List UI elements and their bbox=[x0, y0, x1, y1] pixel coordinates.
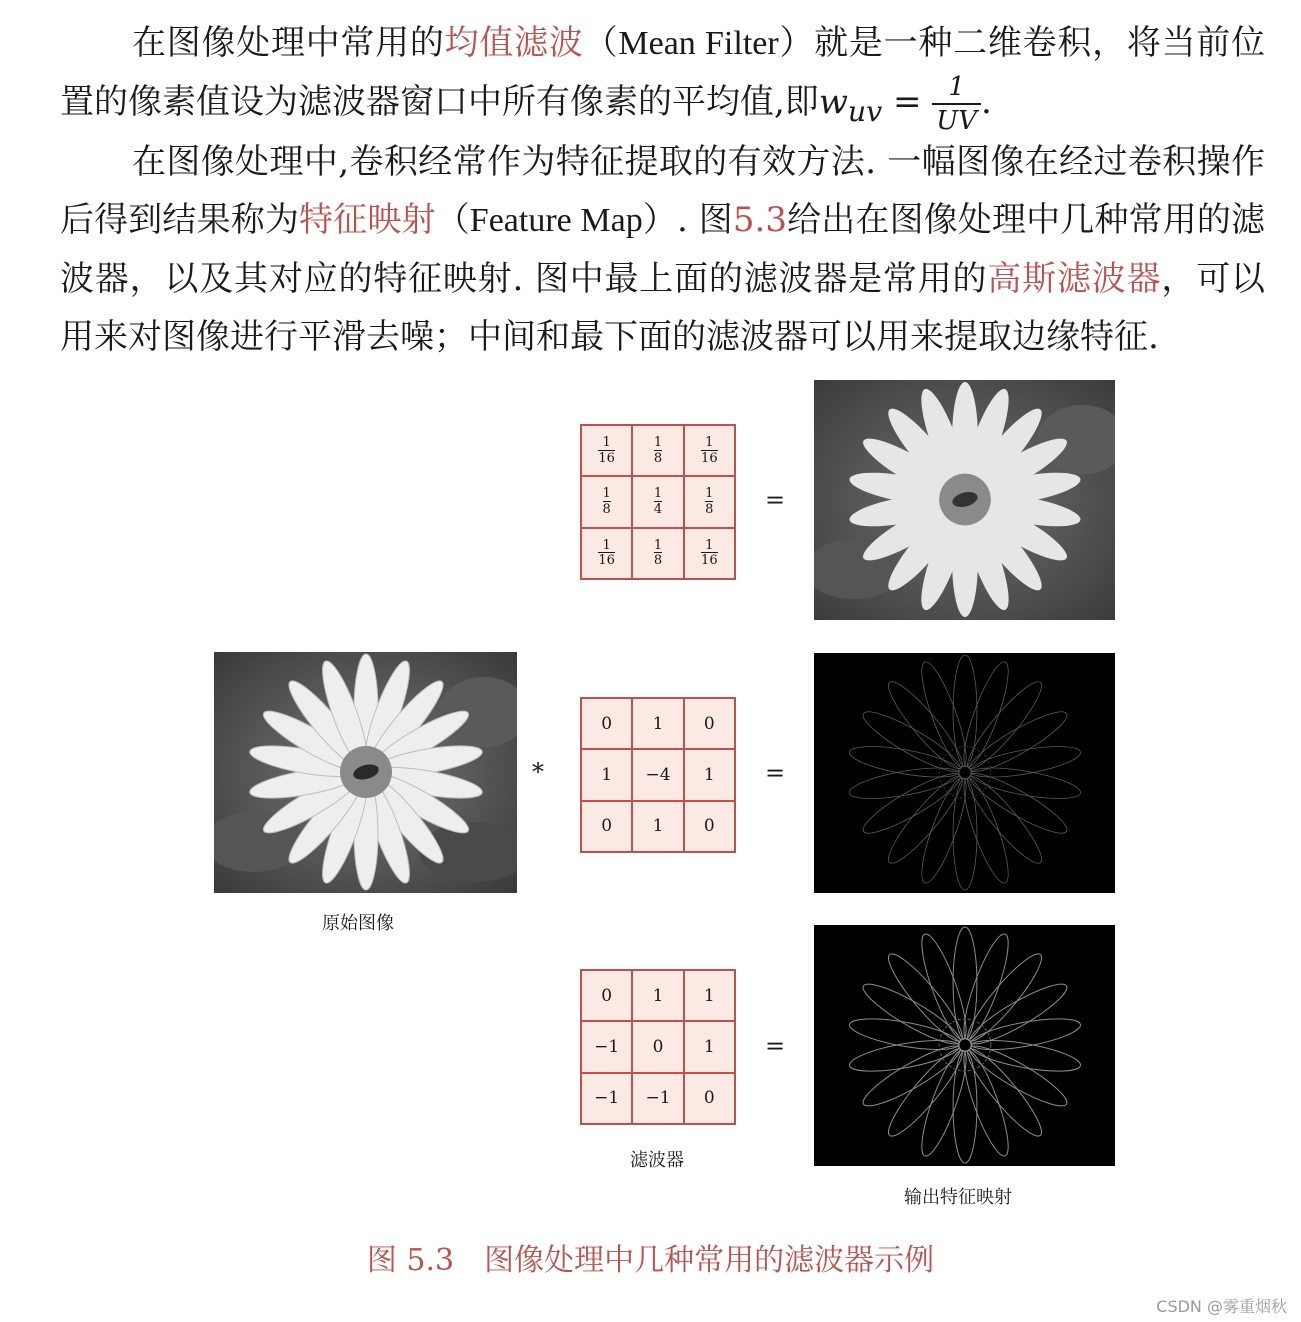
kernel-fraction bbox=[705, 487, 713, 516]
text: 在图像处理中,卷积经常作为特征提取的有效方法. 一幅图像在经过卷积操作后得到结果称为 bbox=[60, 142, 1265, 240]
term-mean-filter: 均值滤波 bbox=[444, 23, 584, 63]
kernel-cell bbox=[632, 528, 683, 579]
kernel-cell: 0 bbox=[581, 698, 632, 749]
kernel-cell: 0 bbox=[684, 801, 735, 852]
kernel-cell: 0 bbox=[581, 801, 632, 852]
output-edge-image bbox=[814, 925, 1115, 1166]
output-laplacian-image bbox=[814, 653, 1115, 893]
kernel-fraction-numerator: 1 bbox=[705, 435, 714, 451]
kernel-cell: 0 bbox=[581, 970, 632, 1021]
kernel-cell: 1 bbox=[684, 1021, 735, 1072]
kernel-fraction-numerator: 1 bbox=[705, 537, 714, 553]
kernel-fraction-denominator: 8 bbox=[705, 501, 714, 517]
kernel-fraction-denominator: 16 bbox=[598, 450, 615, 466]
formula-subscript: uv bbox=[847, 94, 883, 128]
kernel-fraction bbox=[603, 487, 611, 516]
text: . bbox=[980, 82, 992, 122]
formula-fraction bbox=[932, 74, 981, 134]
kernel-fraction-numerator: 1 bbox=[602, 537, 611, 553]
kernel-fraction-numerator: 1 bbox=[653, 537, 663, 553]
kernel-cell: 0 bbox=[684, 1073, 735, 1124]
kernel-cell: −1 bbox=[581, 1073, 632, 1124]
figure-caption: 图 5.3 图像处理中几种常用的滤波器示例 bbox=[366, 1243, 935, 1278]
term-gaussian-filter: 高斯滤波器 bbox=[987, 259, 1162, 299]
kernel-fraction-numerator: 1 bbox=[602, 435, 611, 451]
term-mean-filter-en: Mean Filter bbox=[618, 25, 779, 62]
kernel-cell: 1 bbox=[632, 801, 683, 852]
kernel-cell: 0 bbox=[632, 1021, 683, 1072]
equals-sign-2: = bbox=[765, 759, 786, 787]
formula-w: w bbox=[818, 82, 848, 122]
kernel-fraction bbox=[654, 487, 662, 516]
text: ，可以用来对图像进行平滑去噪；中间和最下面的滤波器可以用来提取边缘特征. bbox=[60, 259, 1266, 357]
equals-sign-1: = bbox=[765, 486, 786, 514]
kernel-cell: −1 bbox=[632, 1073, 683, 1124]
watermark: CSDN @雾重烟秋 bbox=[1156, 1297, 1287, 1316]
kernel-fraction-denominator: 8 bbox=[602, 501, 611, 517]
kernel-laplacian bbox=[580, 697, 736, 853]
kernel-fraction-numerator: 1 bbox=[705, 486, 714, 502]
kernel-cell: −1 bbox=[581, 1021, 632, 1072]
kernel-cell bbox=[684, 425, 735, 476]
output-gaussian-image bbox=[814, 380, 1115, 620]
kernel-fraction bbox=[654, 436, 662, 465]
kernel-fraction-denominator: 16 bbox=[701, 553, 718, 569]
term-feature-map-en: Feature Map bbox=[469, 202, 643, 239]
paragraph-feature-map bbox=[60, 133, 1265, 366]
paragraph-mean-filter bbox=[60, 14, 1265, 141]
kernel-fraction-denominator: 16 bbox=[598, 553, 615, 569]
kernel-edge bbox=[580, 969, 736, 1125]
kernel-fraction-numerator: 1 bbox=[653, 435, 663, 451]
kernel-cell: 1 bbox=[684, 749, 735, 800]
kernel-cell: 1 bbox=[581, 749, 632, 800]
kernel-fraction bbox=[598, 436, 615, 465]
kernel-cell bbox=[581, 528, 632, 579]
kernel-gaussian bbox=[580, 424, 736, 580]
original-image bbox=[214, 652, 517, 893]
text: （ bbox=[583, 23, 619, 63]
kernel-fraction-numerator: 1 bbox=[602, 486, 611, 502]
kernel-cell: 1 bbox=[632, 698, 683, 749]
kernel-cell bbox=[581, 425, 632, 476]
kernel-cell: 0 bbox=[684, 698, 735, 749]
kernel-cell bbox=[684, 476, 735, 527]
term-feature-map: 特征映射 bbox=[299, 200, 436, 240]
formula bbox=[818, 72, 981, 136]
kernel-cell bbox=[632, 425, 683, 476]
kernel-fraction-denominator: 4 bbox=[653, 501, 663, 517]
text: （ bbox=[435, 200, 470, 240]
label-filter: 滤波器 bbox=[630, 1150, 684, 1171]
label-output-feature-map: 输出特征映射 bbox=[904, 1187, 1012, 1208]
text: ）. 图 bbox=[642, 200, 733, 240]
figure-ref-link[interactable]: 5.3 bbox=[732, 200, 787, 240]
kernel-cell bbox=[632, 476, 683, 527]
formula-equals: = bbox=[882, 82, 933, 122]
label-original-image: 原始图像 bbox=[322, 913, 394, 934]
text: 给出在图像处理中几种常用的滤波器，以及其对应的特征映射. 图中最上面的滤波器是常用的 bbox=[60, 200, 1266, 299]
convolution-operator: * bbox=[532, 758, 544, 786]
kernel-cell: 1 bbox=[632, 970, 683, 1021]
kernel-fraction bbox=[701, 436, 718, 465]
text: ）就是一种二维卷积，将当前位置的像素值设为滤波器窗口中所有像素的平均值,即 bbox=[60, 23, 1266, 122]
kernel-fraction-denominator: 16 bbox=[701, 450, 718, 466]
kernel-fraction bbox=[598, 539, 615, 568]
kernel-fraction bbox=[701, 539, 718, 568]
kernel-cell bbox=[684, 528, 735, 579]
kernel-fraction bbox=[654, 539, 662, 568]
formula-denominator: UV bbox=[932, 103, 981, 134]
kernel-cell bbox=[581, 476, 632, 527]
kernel-fraction-denominator: 8 bbox=[653, 450, 663, 466]
kernel-fraction-numerator: 1 bbox=[653, 486, 663, 502]
equals-sign-3: = bbox=[765, 1032, 786, 1060]
kernel-fraction-denominator: 8 bbox=[653, 553, 663, 569]
text: 在图像处理中常用的 bbox=[132, 23, 445, 63]
kernel-cell: −4 bbox=[632, 749, 683, 800]
formula-numerator: 1 bbox=[948, 72, 965, 102]
kernel-cell: 1 bbox=[684, 970, 735, 1021]
